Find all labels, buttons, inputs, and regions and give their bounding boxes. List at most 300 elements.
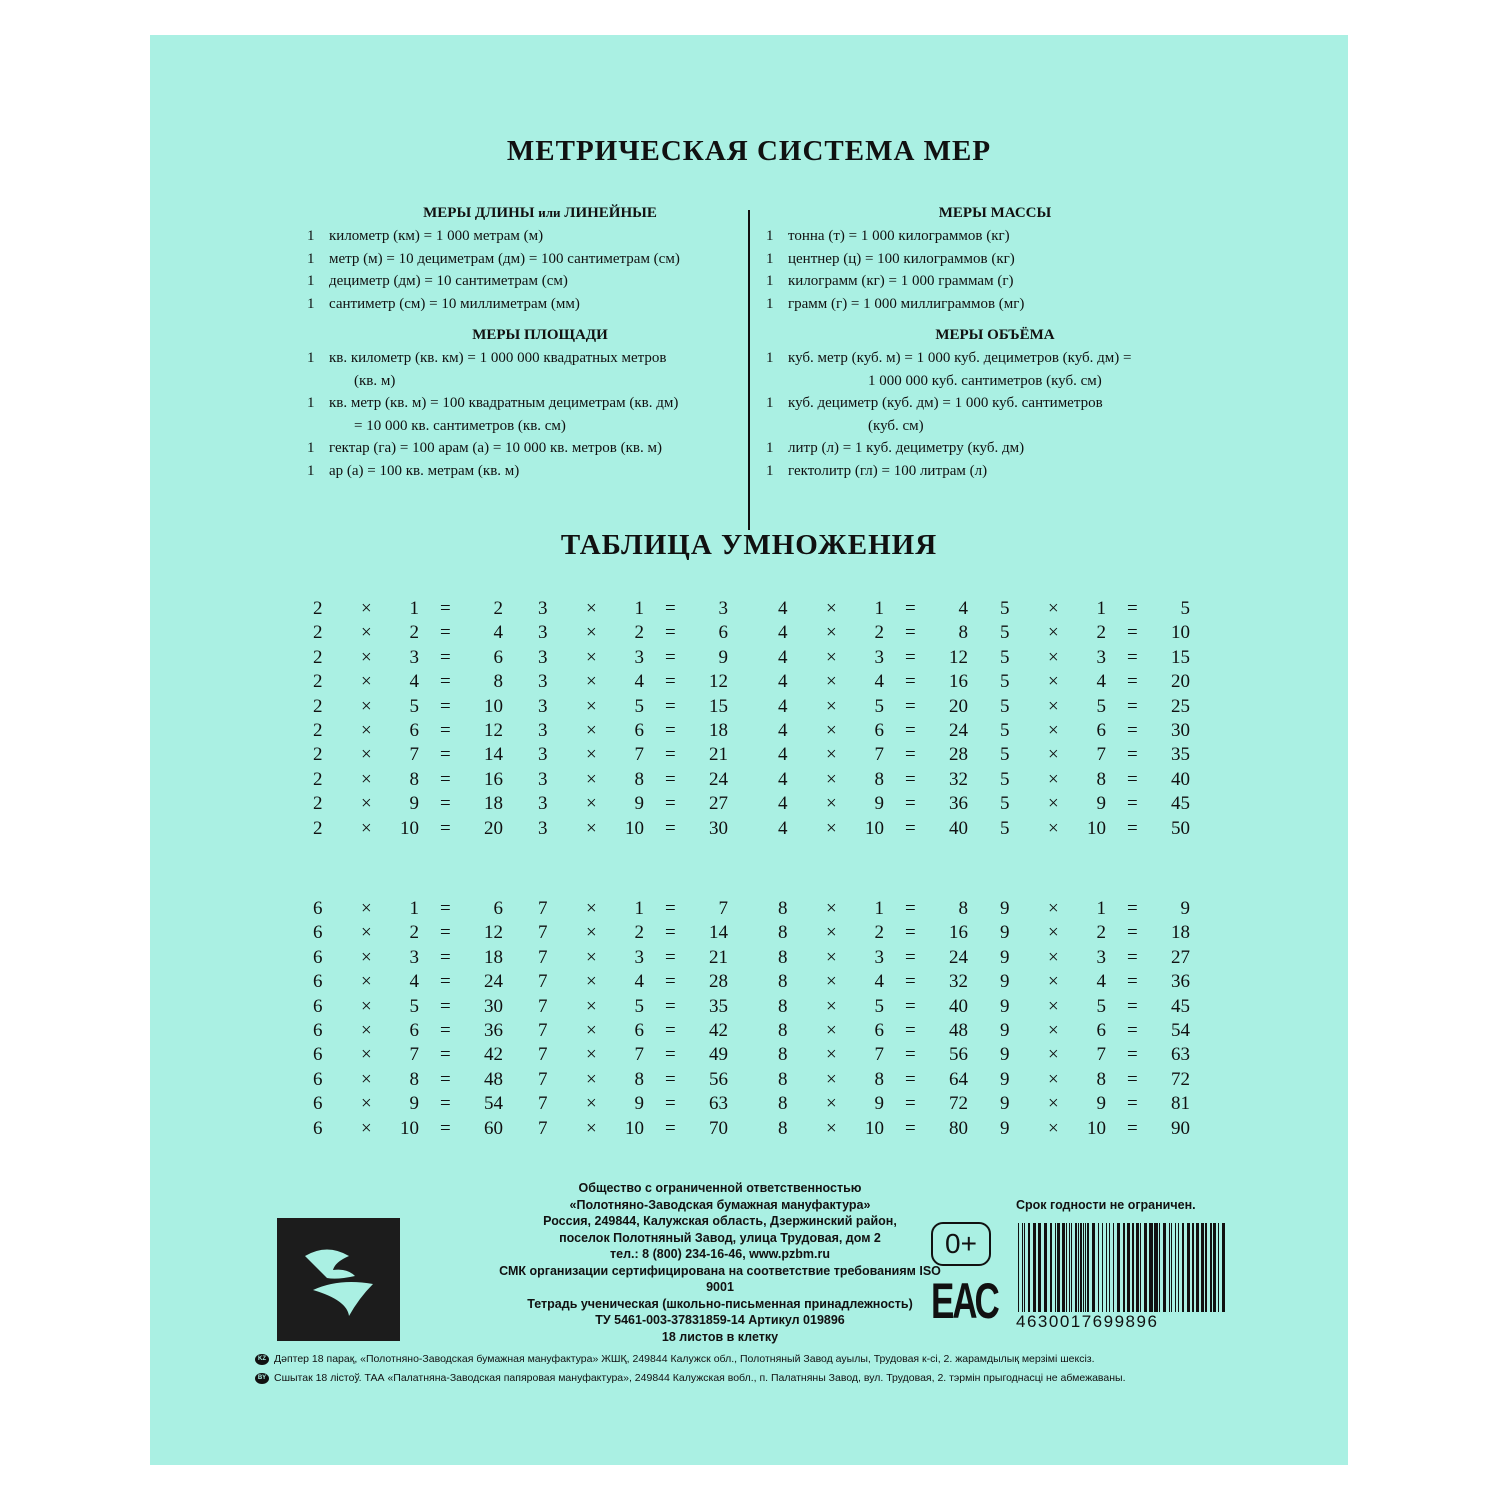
product: 36 bbox=[484, 1019, 503, 1041]
times-sign: × bbox=[586, 898, 597, 919]
table-row bbox=[538, 793, 728, 817]
times-sign: × bbox=[1048, 622, 1059, 644]
table-row bbox=[778, 744, 968, 768]
times-sign: × bbox=[361, 922, 372, 944]
factor: 4 bbox=[778, 719, 788, 741]
equals-sign: = bbox=[665, 922, 676, 944]
product: 5 bbox=[1180, 598, 1190, 619]
factor: 7 bbox=[538, 946, 548, 968]
table-row bbox=[538, 1118, 728, 1142]
times-sign: × bbox=[1048, 922, 1059, 944]
product: 28 bbox=[709, 971, 728, 993]
measure-count: 1 bbox=[766, 295, 774, 312]
equals-sign: = bbox=[905, 598, 916, 619]
measure-text: километр (км) = 1 000 метрам (м) bbox=[329, 228, 544, 244]
equals-sign: = bbox=[440, 971, 451, 993]
factor: 8 bbox=[778, 971, 788, 993]
product: 20 bbox=[484, 817, 503, 839]
barcode-digits: 4630017699896 bbox=[1016, 1312, 1231, 1332]
product: 35 bbox=[1171, 744, 1190, 766]
multiplier: 10 bbox=[1087, 1117, 1106, 1139]
equals-sign: = bbox=[665, 671, 676, 693]
table-row bbox=[778, 898, 968, 922]
product: 49 bbox=[709, 1044, 728, 1066]
times-sign: × bbox=[361, 695, 372, 717]
equals-sign: = bbox=[1127, 1019, 1138, 1041]
table-row bbox=[1000, 1044, 1190, 1068]
times-sign: × bbox=[361, 1068, 372, 1090]
times-sign: × bbox=[361, 1117, 372, 1139]
table-row bbox=[778, 622, 968, 646]
product: 50 bbox=[1171, 817, 1190, 839]
measure-line bbox=[766, 270, 1013, 292]
table-row bbox=[313, 947, 503, 971]
factor: 7 bbox=[538, 995, 548, 1017]
product: 4 bbox=[493, 622, 503, 644]
factor: 3 bbox=[538, 646, 548, 668]
equals-sign: = bbox=[665, 1019, 676, 1041]
product: 30 bbox=[709, 817, 728, 839]
multiplier: 8 bbox=[1096, 768, 1106, 790]
factor: 2 bbox=[313, 768, 323, 790]
measure-line bbox=[766, 392, 1103, 414]
equals-sign: = bbox=[665, 622, 676, 644]
table-row bbox=[1000, 622, 1190, 646]
equals-sign: = bbox=[440, 1019, 451, 1041]
table-row bbox=[1000, 818, 1190, 842]
table-row bbox=[538, 671, 728, 695]
product: 60 bbox=[484, 1117, 503, 1139]
measure-line bbox=[307, 248, 680, 270]
factor: 7 bbox=[538, 922, 548, 944]
times-sign: × bbox=[826, 598, 837, 619]
product: 2 bbox=[493, 598, 503, 619]
multiplier: 8 bbox=[634, 1068, 644, 1090]
equals-sign: = bbox=[665, 793, 676, 815]
multiplier: 4 bbox=[634, 671, 644, 693]
measure-text: килограмм (кг) = 1 000 граммам (г) bbox=[788, 273, 1014, 289]
factor: 4 bbox=[778, 817, 788, 839]
product: 54 bbox=[1171, 1019, 1190, 1041]
equals-sign: = bbox=[440, 695, 451, 717]
multiplier: 3 bbox=[1096, 946, 1106, 968]
product: 72 bbox=[949, 1093, 968, 1115]
factor: 3 bbox=[538, 768, 548, 790]
product: 6 bbox=[493, 898, 503, 919]
measure-line bbox=[766, 460, 987, 482]
product: 16 bbox=[949, 671, 968, 693]
multiplier: 5 bbox=[874, 695, 884, 717]
factor: 5 bbox=[1000, 622, 1010, 644]
multiplier: 7 bbox=[1096, 744, 1106, 766]
table-row bbox=[778, 647, 968, 671]
product: 40 bbox=[949, 817, 968, 839]
multiplier: 4 bbox=[1096, 971, 1106, 993]
table-row bbox=[538, 769, 728, 793]
table-row bbox=[778, 793, 968, 817]
company-line: тел.: 8 (800) 234-16-46, www.pzbm.ru bbox=[610, 1247, 830, 1261]
product: 36 bbox=[949, 793, 968, 815]
product: 12 bbox=[484, 719, 503, 741]
kz-badge: KZ bbox=[255, 1354, 269, 1365]
table-row bbox=[313, 818, 503, 842]
table-row bbox=[1000, 898, 1190, 922]
equals-sign: = bbox=[905, 922, 916, 944]
table-row bbox=[313, 598, 503, 622]
factor: 8 bbox=[778, 922, 788, 944]
product: 6 bbox=[718, 622, 728, 644]
equals-sign: = bbox=[905, 971, 916, 993]
product: 14 bbox=[709, 922, 728, 944]
measure-text: (куб. см) bbox=[868, 417, 924, 434]
times-sign: × bbox=[361, 793, 372, 815]
factor: 3 bbox=[538, 817, 548, 839]
measure-count: 1 bbox=[307, 228, 315, 244]
product: 16 bbox=[949, 922, 968, 944]
multiplier: 8 bbox=[634, 768, 644, 790]
table-row bbox=[1000, 769, 1190, 793]
equals-sign: = bbox=[440, 1117, 451, 1139]
times-sign: × bbox=[361, 946, 372, 968]
factor: 6 bbox=[313, 995, 323, 1017]
table-row bbox=[538, 744, 728, 768]
table-row bbox=[1000, 647, 1190, 671]
table-row bbox=[778, 971, 968, 995]
product: 20 bbox=[949, 695, 968, 717]
times-sign: × bbox=[586, 817, 597, 839]
measure-count: 1 bbox=[766, 250, 774, 267]
table-row bbox=[1000, 671, 1190, 695]
measure-line bbox=[766, 248, 1015, 270]
table-row bbox=[1000, 720, 1190, 744]
equals-sign: = bbox=[665, 946, 676, 968]
product: 56 bbox=[949, 1044, 968, 1066]
product: 24 bbox=[709, 768, 728, 790]
product: 18 bbox=[484, 946, 503, 968]
measure-count: 1 bbox=[307, 250, 315, 267]
times-sign: × bbox=[361, 622, 372, 644]
factor: 5 bbox=[1000, 719, 1010, 741]
multiplier: 1 bbox=[634, 898, 644, 919]
factor: 8 bbox=[778, 1068, 788, 1090]
multiplier: 7 bbox=[634, 1044, 644, 1066]
product: 15 bbox=[709, 695, 728, 717]
product: 21 bbox=[709, 744, 728, 766]
measure-text: сантиметр (см) = 10 миллиметрам (мм) bbox=[329, 295, 580, 312]
times-sign: × bbox=[826, 744, 837, 766]
times-sign: × bbox=[826, 971, 837, 993]
factor: 4 bbox=[778, 744, 788, 766]
equals-sign: = bbox=[665, 1117, 676, 1139]
factor: 6 bbox=[313, 922, 323, 944]
by-badge: BY bbox=[255, 1373, 269, 1384]
factor: 8 bbox=[778, 1093, 788, 1115]
product: 63 bbox=[709, 1093, 728, 1115]
multiplier: 10 bbox=[400, 1117, 419, 1139]
table-column-3 bbox=[538, 598, 728, 842]
factor: 2 bbox=[313, 793, 323, 815]
factor: 2 bbox=[313, 719, 323, 741]
factor: 3 bbox=[538, 671, 548, 693]
equals-sign: = bbox=[440, 1044, 451, 1066]
multiplication-title: ТАБЛИЦА УМНОЖЕНИЯ bbox=[560, 529, 938, 561]
table-row bbox=[778, 947, 968, 971]
multiplier: 5 bbox=[1096, 995, 1106, 1017]
equals-sign: = bbox=[905, 695, 916, 717]
multiplier: 5 bbox=[634, 995, 644, 1017]
factor: 5 bbox=[1000, 598, 1010, 619]
product: 40 bbox=[1171, 768, 1190, 790]
table-row bbox=[1000, 1069, 1190, 1093]
table-row bbox=[1000, 922, 1190, 946]
product: 18 bbox=[484, 793, 503, 815]
factor: 5 bbox=[1000, 671, 1010, 693]
product: 6 bbox=[493, 646, 503, 668]
factor: 6 bbox=[313, 971, 323, 993]
equals-sign: = bbox=[1127, 719, 1138, 741]
multiplier: 3 bbox=[874, 946, 884, 968]
factor: 6 bbox=[313, 898, 323, 919]
equals-sign: = bbox=[440, 622, 451, 644]
product: 42 bbox=[484, 1044, 503, 1066]
factor: 7 bbox=[538, 1019, 548, 1041]
factor: 5 bbox=[1000, 744, 1010, 766]
multiplier: 2 bbox=[634, 622, 644, 644]
company-line: поселок Полотняный Завод, улица Трудовая, дом 2 bbox=[559, 1230, 881, 1245]
measure-line bbox=[307, 392, 678, 414]
equals-sign: = bbox=[905, 671, 916, 693]
times-sign: × bbox=[1048, 719, 1059, 741]
equals-sign: = bbox=[440, 671, 451, 693]
multiplier: 2 bbox=[409, 922, 419, 944]
equals-sign: = bbox=[665, 1044, 676, 1066]
product: 36 bbox=[1171, 971, 1190, 993]
times-sign: × bbox=[826, 817, 837, 839]
measure-count: 1 bbox=[766, 273, 774, 289]
table-row bbox=[778, 696, 968, 720]
multiplier: 2 bbox=[874, 622, 884, 644]
table-row bbox=[538, 922, 728, 946]
factor: 9 bbox=[1000, 1044, 1010, 1066]
times-sign: × bbox=[1048, 946, 1059, 968]
times-sign: × bbox=[586, 971, 597, 993]
product: 30 bbox=[484, 995, 503, 1017]
notebook-back-cover bbox=[150, 35, 1348, 1465]
product: 9 bbox=[718, 646, 728, 668]
equals-sign: = bbox=[440, 922, 451, 944]
factor: 9 bbox=[1000, 922, 1010, 944]
equals-sign: = bbox=[665, 646, 676, 668]
multiplier: 1 bbox=[874, 598, 884, 619]
multiplier: 9 bbox=[1096, 1093, 1106, 1115]
equals-sign: = bbox=[1127, 793, 1138, 815]
company-line: «Полотняно-Заводская бумажная мануфактура» bbox=[569, 1197, 871, 1212]
table-row bbox=[313, 1044, 503, 1068]
factor: 4 bbox=[778, 695, 788, 717]
multiplier: 2 bbox=[874, 922, 884, 944]
factor: 7 bbox=[538, 1093, 548, 1115]
table-column-5 bbox=[1000, 598, 1190, 842]
times-sign: × bbox=[826, 1093, 837, 1115]
shelf-life: Срок годности не ограничен. bbox=[1016, 1198, 1196, 1212]
multiplier: 1 bbox=[409, 598, 419, 619]
multiplier: 3 bbox=[634, 946, 644, 968]
table-row bbox=[538, 720, 728, 744]
table-row bbox=[313, 996, 503, 1020]
times-sign: × bbox=[826, 946, 837, 968]
table-row bbox=[313, 622, 503, 646]
factor: 8 bbox=[778, 898, 788, 919]
multiplier: 4 bbox=[874, 971, 884, 993]
times-sign: × bbox=[586, 719, 597, 741]
multiplier: 9 bbox=[634, 1093, 644, 1115]
multiplier: 7 bbox=[874, 1044, 884, 1066]
equals-sign: = bbox=[440, 793, 451, 815]
measure-line bbox=[307, 347, 667, 369]
equals-sign: = bbox=[1127, 671, 1138, 693]
table-row bbox=[313, 971, 503, 995]
multiplier: 6 bbox=[634, 719, 644, 741]
age-rating: 0+ bbox=[931, 1222, 991, 1266]
table-row bbox=[538, 898, 728, 922]
equals-sign: = bbox=[1127, 598, 1138, 619]
multiplier: 10 bbox=[865, 1117, 884, 1139]
metric-title: МЕТРИЧЕСКАЯ СИСТЕМА МЕР bbox=[506, 135, 992, 167]
measure-count: 1 bbox=[766, 395, 774, 411]
equals-sign: = bbox=[1127, 1117, 1138, 1139]
times-sign: × bbox=[361, 768, 372, 790]
multiplier: 6 bbox=[1096, 719, 1106, 741]
equals-sign: = bbox=[1127, 898, 1138, 919]
equals-sign: = bbox=[1127, 995, 1138, 1017]
table-row bbox=[313, 671, 503, 695]
measure-line bbox=[307, 225, 543, 247]
table-row bbox=[313, 1093, 503, 1117]
factor: 7 bbox=[538, 898, 548, 919]
table-column-8 bbox=[778, 898, 968, 1142]
factor: 2 bbox=[313, 622, 323, 644]
measure-line bbox=[307, 370, 395, 392]
factor: 9 bbox=[1000, 1068, 1010, 1090]
times-sign: × bbox=[826, 671, 837, 693]
measure-text: литр (л) = 1 куб. дециметру (куб. дм) bbox=[788, 440, 1025, 456]
multiplier: 9 bbox=[874, 793, 884, 815]
times-sign: × bbox=[361, 598, 372, 619]
multiplier: 8 bbox=[409, 1068, 419, 1090]
times-sign: × bbox=[1048, 793, 1059, 815]
factor: 6 bbox=[313, 946, 323, 968]
measure-text: куб. дециметр (куб. дм) = 1 000 куб. сантиметров bbox=[788, 395, 1103, 411]
product: 28 bbox=[949, 744, 968, 766]
equals-sign: = bbox=[665, 898, 676, 919]
table-row bbox=[538, 647, 728, 671]
multiplier: 8 bbox=[409, 768, 419, 790]
mass-heading: МЕРЫ МАССЫ bbox=[938, 205, 1052, 221]
times-sign: × bbox=[361, 1044, 372, 1066]
product: 8 bbox=[493, 671, 503, 693]
product: 18 bbox=[709, 719, 728, 741]
times-sign: × bbox=[826, 695, 837, 717]
equals-sign: = bbox=[665, 817, 676, 839]
equals-sign: = bbox=[1127, 946, 1138, 968]
multiplier: 10 bbox=[400, 817, 419, 839]
multiplier: 3 bbox=[409, 946, 419, 968]
times-sign: × bbox=[826, 793, 837, 815]
measure-count: 1 bbox=[307, 350, 315, 366]
multiplier: 6 bbox=[1096, 1019, 1106, 1041]
multiplier: 7 bbox=[409, 744, 419, 766]
table-row bbox=[313, 1118, 503, 1142]
multiplier: 5 bbox=[409, 995, 419, 1017]
times-sign: × bbox=[1048, 744, 1059, 766]
times-sign: × bbox=[1048, 598, 1059, 619]
multiplier: 5 bbox=[409, 695, 419, 717]
multiplier: 5 bbox=[874, 995, 884, 1017]
factor: 5 bbox=[1000, 768, 1010, 790]
equals-sign: = bbox=[440, 1093, 451, 1115]
table-row bbox=[313, 647, 503, 671]
multiplier: 5 bbox=[1096, 695, 1106, 717]
factor: 2 bbox=[313, 817, 323, 839]
measure-count: 1 bbox=[307, 395, 315, 411]
product: 27 bbox=[1171, 946, 1190, 968]
times-sign: × bbox=[361, 898, 372, 919]
factor: 7 bbox=[538, 1044, 548, 1066]
measure-text: кв. метр (кв. м) = 100 квадратным дециметрам (кв. дм) bbox=[329, 395, 679, 411]
length-heading: МЕРЫ ДЛИНЫ или ЛИНЕЙНЫЕ bbox=[423, 205, 657, 221]
multiplier: 8 bbox=[1096, 1068, 1106, 1090]
times-sign: × bbox=[586, 671, 597, 693]
times-sign: × bbox=[1048, 898, 1059, 919]
table-row bbox=[538, 818, 728, 842]
equals-sign: = bbox=[665, 744, 676, 766]
multiplier: 5 bbox=[634, 695, 644, 717]
equals-sign: = bbox=[1127, 971, 1138, 993]
table-row bbox=[1000, 793, 1190, 817]
multiplier: 10 bbox=[865, 817, 884, 839]
times-sign: × bbox=[361, 744, 372, 766]
equals-sign: = bbox=[440, 1068, 451, 1090]
factor: 6 bbox=[313, 1117, 323, 1139]
product: 90 bbox=[1171, 1117, 1190, 1139]
table-row bbox=[313, 1020, 503, 1044]
equals-sign: = bbox=[905, 1044, 916, 1066]
factor: 3 bbox=[538, 695, 548, 717]
equals-sign: = bbox=[440, 744, 451, 766]
volume-heading: МЕРЫ ОБЪЁМА bbox=[935, 327, 1055, 343]
equals-sign: = bbox=[905, 995, 916, 1017]
table-row bbox=[313, 1069, 503, 1093]
multiplier: 3 bbox=[409, 646, 419, 668]
equals-sign: = bbox=[1127, 646, 1138, 668]
table-row bbox=[313, 793, 503, 817]
factor: 6 bbox=[313, 1019, 323, 1041]
measure-text: дециметр (дм) = 10 сантиметрам (см) bbox=[329, 273, 568, 289]
factor: 6 bbox=[313, 1093, 323, 1115]
by-text: Сшытак 18 лістоў. ТАА «Палатняна-Заводская папяровая мануфактура», 249844 Калужская вобл., п. Палатняны Завод, вул. Трудовая, 2. тэрмін прыгоднасці не абмежаваны. bbox=[274, 1372, 1126, 1384]
times-sign: × bbox=[826, 1117, 837, 1139]
product: 24 bbox=[949, 719, 968, 741]
times-sign: × bbox=[826, 898, 837, 919]
product: 12 bbox=[949, 646, 968, 668]
times-sign: × bbox=[586, 1117, 597, 1139]
factor: 9 bbox=[1000, 946, 1010, 968]
factor: 4 bbox=[778, 671, 788, 693]
times-sign: × bbox=[586, 1068, 597, 1090]
table-row bbox=[538, 598, 728, 622]
multiplier: 7 bbox=[874, 744, 884, 766]
multiplier: 4 bbox=[1096, 671, 1106, 693]
